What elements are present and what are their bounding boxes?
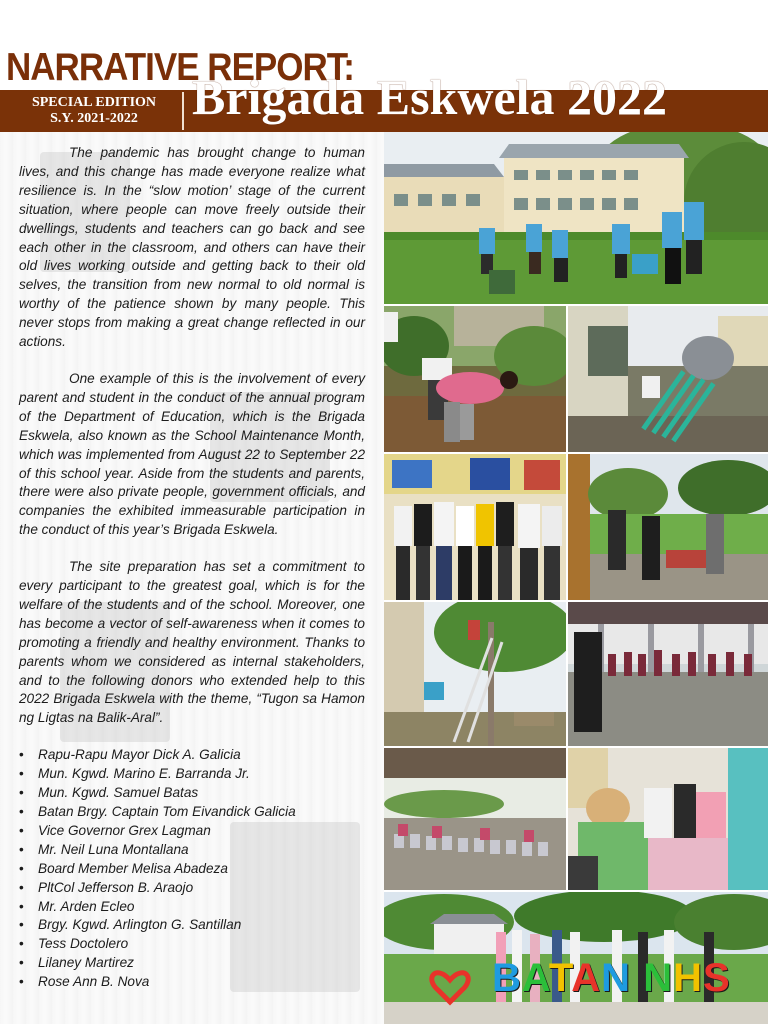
edition-label: SPECIAL EDITION <box>31 95 157 110</box>
school-year: S.Y. 2021-2022 <box>50 111 138 126</box>
donor-item: • Batan Brgy. Captain Tom Eivandick Galicia <box>19 803 365 822</box>
sign-space <box>631 956 643 1000</box>
photo-sorting <box>568 748 768 890</box>
report-title: NARRATIVE REPORT: <box>6 46 354 89</box>
photo-meeting <box>384 748 566 890</box>
edition-block <box>6 92 184 130</box>
narrative-text <box>19 144 365 992</box>
donor-item: • Mr. Arden Ecleo <box>19 898 365 917</box>
donor-item: • Tess Doctolero <box>19 935 365 954</box>
school-sign-text <box>492 956 731 1000</box>
photo-water-tank <box>568 306 768 452</box>
photo-group-indoor <box>384 454 566 600</box>
donor-list <box>19 746 365 992</box>
donor-item: • Brgy. Kgwd. Arlington G. Santillan <box>19 916 365 935</box>
photo-planting <box>384 306 566 452</box>
photo-covered-court <box>568 602 768 746</box>
donor-item: • Mr. Neil Luna Montallana <box>19 841 365 860</box>
sign-letter: A <box>521 956 549 1000</box>
photo-collage <box>384 132 768 1024</box>
sign-letter: H <box>673 956 703 1000</box>
event-title: Brigada Eskwela 2022 <box>192 69 668 125</box>
paragraph: One example of this is the involvement of every parent and student in the conduct of the annual program of the Department of Education, which is the Brigada Eskwela, also known as the School Maintenance Month, which was implemented from August 22 to September 22 of this school year. Aside from the students and parents, there were also private people, government officials, and companies the exhibited immeasurable participation in the conduct of this year’s Brigada Eskwela. <box>19 370 365 538</box>
paragraph: The site preparation has set a commitment to every participant to the greatest goal, which is for the welfare of the students and of the school. Moreover, one has become a vector of self-awareness when it comes to promoting a friendly and healthy environment. Thanks to parents whom we considered as internal stakeholders, and to the following donors who extended help to this 2022 Brigada Eskwela with the theme, “Tugon sa Hamon ng Ligtas na Balik-Aral”. <box>19 559 365 726</box>
sign-letter: N <box>601 956 632 1000</box>
narrative-column <box>0 132 384 1024</box>
donor-item: • PltCol Jefferson B. Araojo <box>19 879 365 898</box>
donor-item: • Vice Governor Grex Lagman <box>19 822 365 841</box>
photo-school-grounds <box>384 132 768 304</box>
donor-item: • Lilaney Martirez <box>19 954 365 973</box>
photo-officials <box>568 454 768 600</box>
donor-item: • Rapu-Rapu Mayor Dick A. Galicia <box>19 746 365 765</box>
sign-letter: B <box>492 956 522 1000</box>
sign-letter: N <box>643 956 674 1000</box>
sign-letter: A <box>571 956 602 1000</box>
school-sign-letters <box>492 956 731 1001</box>
sign-letter: T <box>548 956 572 1000</box>
donor-item: • Board Member Melisa Abadeza <box>19 860 365 879</box>
donor-item: • Rose Ann B. Nova <box>19 973 365 992</box>
donor-item: • Mun. Kgwd. Samuel Batas <box>19 784 365 803</box>
paragraph: The pandemic has brought change to human lives, and this change has made everyone realize what resilience is. In the “slow motion’ stage of the current situation, where people can move freely outside their dwellings, students and teachers can go back and see each other in the classroom, and others can have their old lives working outside and getting back to their old selves, the transition from new normal to old normal is worthy of the patience shown by many people. This never stops from making a great change reflected in our actions. <box>19 145 365 350</box>
donor-item: • Mun. Kgwd. Marino E. Barranda Jr. <box>19 765 365 784</box>
sign-letter: S <box>702 956 731 1000</box>
photo-ladder <box>384 602 566 746</box>
